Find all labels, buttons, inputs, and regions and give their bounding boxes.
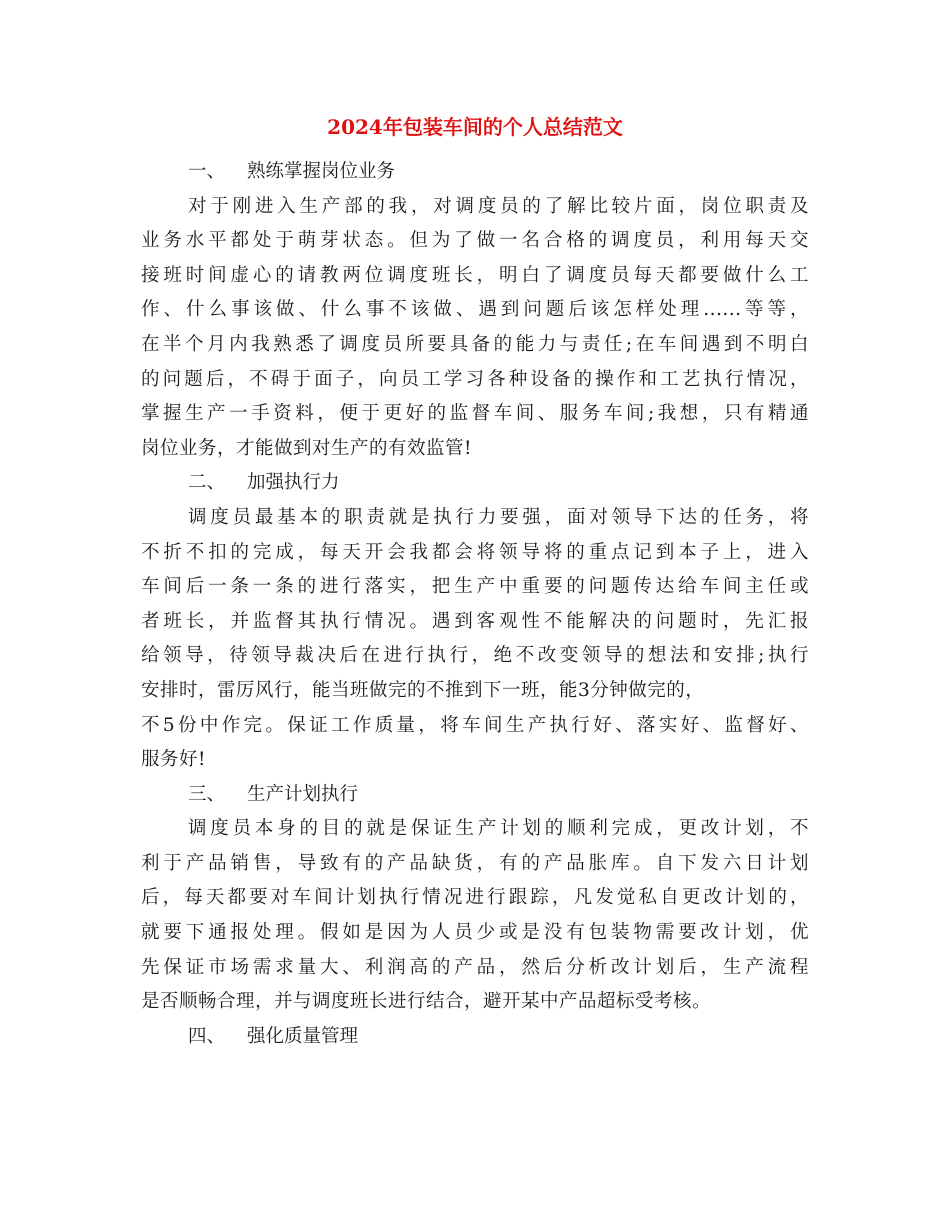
- paragraph-line: 先保证市场需求量大、利润高的产品，然后分析改计划后，生产流程: [141, 956, 809, 978]
- paragraph-line: 安排时，雷厉风行，能当班做完的不推到下一班，能3分钟做完的，: [141, 679, 705, 701]
- section-number-2: 二、: [188, 472, 226, 494]
- section-paragraph-2: [141, 501, 809, 778]
- section-heading-4: [141, 1020, 809, 1055]
- paragraph-line: 调度员最基本的职责就是执行力要强，面对领导下达的任务，将: [188, 506, 809, 528]
- paragraph-line: 调度员本身的目的就是保证生产计划的顺利完成，更改计划，不: [188, 818, 809, 840]
- paragraph-line: 者班长，并监督其执行情况。遇到客观性不能解决的问题时，先汇报: [141, 610, 809, 632]
- paragraph-line: 后，每天都要对车间计划执行情况进行跟踪，凡发觉私自更改计划的，: [141, 887, 809, 909]
- paragraph-line: 岗位业务，才能做到对生产的有效监管!: [141, 437, 472, 459]
- section-number-1: 一、: [188, 161, 226, 182]
- section-title-3: 生产计划执行: [247, 783, 359, 805]
- section-number-4: 四、: [188, 1025, 226, 1047]
- paragraph-line: 的问题后，不碍于面子，向员工学习各种设备的操作和工艺执行情况，: [141, 368, 809, 390]
- section-title-4: 强化质量管理: [247, 1025, 359, 1047]
- paragraph-line: 服务好!: [141, 749, 206, 771]
- document-title: 2024年包装车间的个人总结范文: [327, 115, 623, 139]
- section-heading-3: [141, 778, 809, 813]
- paragraph-line: 给领导，待领导裁决后在进行执行，绝不改变领导的想法和安排;执行: [141, 645, 809, 667]
- section-heading-1: [141, 155, 809, 190]
- paragraph-line: 是否顺畅合理，并与调度班长进行结合，避开某中产品超标受考核。: [141, 991, 712, 1013]
- paragraph-line: 就要下通报处理。假如是因为人员少或是没有包装物需要改计划，优: [141, 922, 809, 944]
- section-paragraph-1: [141, 190, 809, 467]
- paragraph-line: 接班时间虚心的请教两位调度班长，明白了调度员每天都要做什么工: [141, 264, 809, 286]
- paragraph-line: 业务水平都处于萌芽状态。但为了做一名合格的调度员，利用每天交: [141, 230, 809, 252]
- paragraph-line: 对于刚进入生产部的我，对调度员的了解比较片面，岗位职责及: [188, 195, 809, 217]
- paragraph-line: 在半个月内我熟悉了调度员所要具备的能力与责任;在车间遇到不明白: [141, 333, 809, 355]
- section-title-2: 加强执行力: [247, 472, 340, 494]
- paragraph-line: 不折不扣的完成，每天开会我都会将领导将的重点记到本子上，进入: [141, 541, 809, 563]
- document-body: [141, 155, 809, 1054]
- section-paragraph-3: [141, 812, 809, 1020]
- paragraph-line: 掌握生产一手资料，便于更好的监督车间、服务车间;我想，只有精通: [141, 403, 809, 425]
- paragraph-line: 作、什么事该做、什么事不该做、遇到问题后该怎样处理......等等，: [141, 299, 809, 321]
- paragraph-line: 不5份中作完。保证工作质量，将车间生产执行好、落实好、监督好、: [141, 714, 809, 736]
- paragraph-line: 车间后一条一条的进行落实，把生产中重要的问题传达给车间主任或: [141, 576, 809, 598]
- section-heading-2: [141, 466, 809, 501]
- paragraph-line: 利于产品销售，导致有的产品缺货，有的产品胀库。自下发六日计划: [141, 852, 809, 874]
- section-number-3: 三、: [188, 783, 226, 805]
- section-title-1: 熟练掌握岗位业务: [247, 161, 396, 182]
